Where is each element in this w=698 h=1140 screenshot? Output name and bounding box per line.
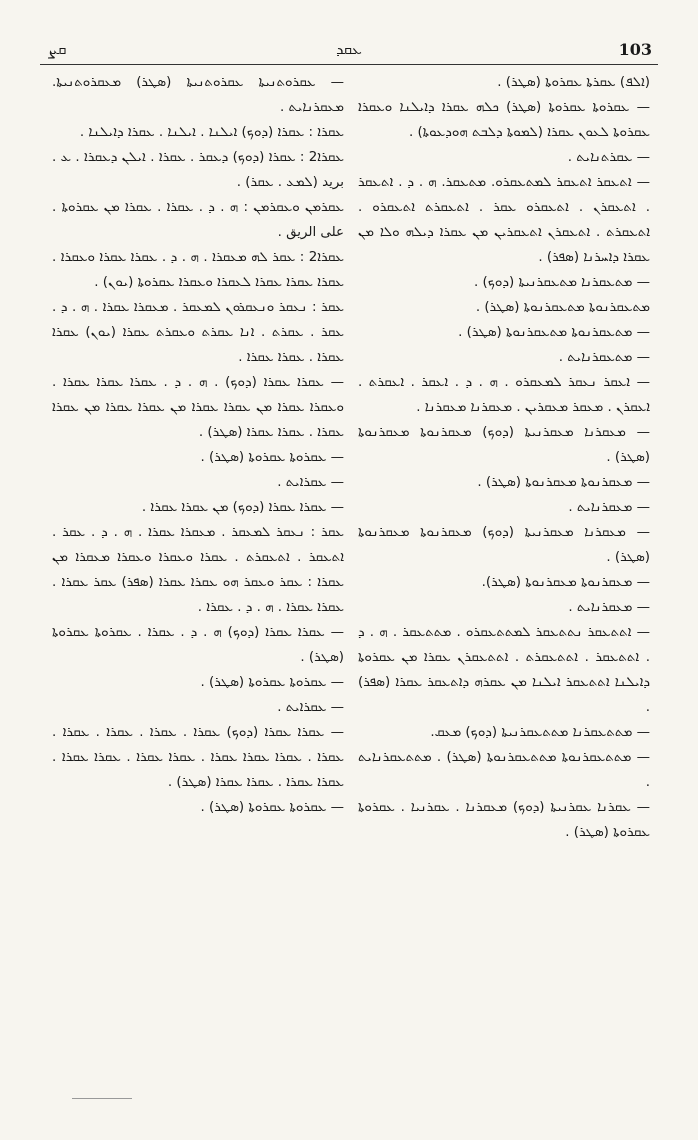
dictionary-entry: — ܥܩܪܐ ܥܩܪܐ (ܕܘܟ) ܗ . ܕ . ܥܩܪܐ . ܥܩܪܘܬܐ ܥܩܪܘܬܐ (ܣܛܪ) . — [52, 625, 344, 665]
dictionary-entry: — ܐܬܬܥܩܪ ܢܬܬܥܩܪ ܠܡܬܬܥܩܪܘ . ܡܬܬܥܩܪ . ܗ . ܕ . ܐܬܬܥܩܪ . ܐܬܬܥܩܪܬ . ܐܬܬܥܩܪܢ ܥܩܪܐ ܡܢ ܥܩܪܘܬܐ ܕܐܝܠܢܐ ܐܬܬܥܩܪ ܐܝܠܢܐ ܡܢ ܥܩܪܗ ܕܐܬܥܩܪ ܥܩܪܐ (ܣܦܪ) . — [358, 625, 650, 715]
right-column — [358, 70, 650, 845]
dictionary-entry: — ܐܬܥܩܪ ܐܬܥܩܪ ܠܡܬܥܩܪܘ. ܡܬܥܩܪ. ܗ . ܕ . ܐܬܥܩܪ . ܐܬܥܩܪܢ . ܐܬܥܩܪܘ ܥܩܪ . ܐܬܥܩܪܬ ܐܬܥܩܪܘ . ܐܬܥܩܪܬ . ܐܬܥܩܪܢ ܐܬܥܩܪܝܢ ܡܢ ܥܩܪܐ ܕܝܠܗ ܘܠܐ ܡܢ ܥܩܪܐ ܕܐܚܪܢܐ (ܣܦܪ) . — [358, 175, 650, 265]
dictionary-entry: ܥܩܪܐ2 : ܥܩܪ ܠܗ ܡܥܩܪܐ . ܗ . ܕ . ܥܩܪܐ ܥܩܪܐ ܘܥܩܪܐ . ܥܩܪܐ ܥܩܪܐ ܥܩܪܐ ܠܥܩܪܐ ܘܥܩܪܐ ܥܩܪܘܬܐ (ܝܘܢ) . — [52, 250, 344, 290]
dictionary-entry: — ܥܩܪܬܢܐܝܬ . — [567, 150, 650, 165]
dictionary-entry: — ܡܬܬܥܩܪܢܐ ܡܬܬܥܩܪܢܝܬܐ (ܕܘܟ) ܡܥܩ. — [430, 725, 650, 740]
dictionary-entry: — ܥܩܪܐ ܥܩܪܐ (ܕܘܟ) . ܗ . ܕ . ܥܩܪܐ ܥܩܪܐ ܥܩܪܐ . ܘܥܩܪܐ ܥܩܪܐ ܡܢ ܥܩܪܐ ܥܩܪܐ ܡܢ ܥܩܪܐ ܥܩܪܐ ܡܢ ܥܩܪܐ ܥܩܪܐ . ܥܩܪܐ ܥܩܪܐ (ܣܛܪ) . — [52, 375, 344, 440]
dictionary-entry: — ܥܩܪܐܝܬ . — [277, 700, 344, 715]
header-running-title: ܥܩܕ — [336, 40, 362, 58]
dictionary-entry: — ܥܩܪܐܝܬ . — [277, 475, 344, 490]
dictionary-entry: — ܥܩܪܘܬܐ ܥܩܪܘܬܐ (ܣܛܪ) . — [200, 450, 344, 465]
dictionary-entry: ܥܩܪܡܢ ܘܥܩܪܡܢ : ܗ . ܕ . ܥܩܪܐ . ܥܩܪܐ ܡܢ ܥܩܪܘܬܐ . على الريق . — [52, 200, 344, 240]
dictionary-entry: ܥܩܪ : ܢܥܩܪ ܠܡܥܩܪ . ܡܥܩܪܐ ܥܩܪܐ . ܗ . ܕ . ܥܩܪ . ܐܬܥܩܪ . ܐܬܥܩܪܬ . ܥܩܪܐ ܘܥܩܪܐ ܘܥܩܪܐ ܡܥܩܪܐ ܡܢ ܥܩܪܐ : ܥܩܪ ܘܥܩܪ ܗܘ ܥܩܪܐ ܥܩܪܐ (ܣܦܪ) ܥܩܪ ܥܩܪܐ . ܥܩܪܐ ܥܩܪܐ . ܗ . ܕ . ܥܩܪܐ . — [52, 525, 344, 615]
dictionary-entry: — ܥܩܪܐ ܥܩܪܐ (ܕܘܟ) ܡܢ ܥܩܪܐ ܥܩܪܐ . — [141, 500, 344, 515]
dictionary-entry: — ܥܩܪܐ ܥܩܪܐ (ܕܘܟ) ܥܩܪܐ . ܥܩܪܐ . ܥܩܪܐ . ܥܩܪܐ . ܥܩܪܐ . ܥܩܪܐ ܥܩܪܐ ܥܩܪܐ . ܥܩܪܐ ܥܩܪܐ . ܥܩܪܐ ܥܩܪܐ . ܥܩܪܐ ܥܩܪܐ . ܥܩܪܐ ܥܩܪܐ (ܣܛܪ) . — [52, 725, 344, 790]
dictionary-entry: ܥܩܪ : ܢܥܩܪ ܘܢܥܩܪܘܢ ܠܡܥܩܪ . ܡܥܩܪܐ ܥܩܪܐ . ܗ . ܕ . ܥܩܪ . ܥܩܪܬ . ܐܢܐ ܥܩܪܬ ܘܥܩܪܬ ܥܩܪܐ (ܝܘܢ) ܥܩܪܐ ܥܩܪܐ . ܥܩܪܐ ܥܩܪܐ . — [52, 300, 344, 365]
dictionary-entry: — ܡܬܥܩܪܢܐ ܡܬܥܩܪܢܝܬܐ (ܕܘܟ) . — [474, 275, 650, 290]
page-number: 103 — [618, 40, 652, 59]
dictionary-entry: — ܡܬܥܩܪܢܘܬܐ ܡܬܥܩܪܢܘܬܐ (ܣܛܪ) . — [458, 325, 650, 340]
dictionary-entry: — ܡܥܩܪܢܘܬܐ ܡܥܩܪܢܘܬܐ (ܣܛܪ) . — [477, 475, 650, 490]
dictionary-entry: — ܐܥܩܪ ܢܥܩܪ ܠܡܥܩܪܘ . ܗ . ܕ . ܐܥܩܪ . ܐܥܩܪܬ . ܐܥܩܪܢ . ܡܥܩܪ ܡܥܩܪܝܢ . ܡܥܩܪܢܐ ܡܥܩܪܢܐ . — [358, 375, 650, 415]
dictionary-entry: — ܥܩܪܢܐ ܥܩܪܢܝܬܐ (ܕܘܟ) ܡܥܩܪܢܐ . ܥܩܪܢܝܐ . ܥܩܪܘܬܐ ܥܩܪܘܬܐ (ܣܛܪ) . — [358, 800, 650, 840]
footer-mark — [72, 1098, 132, 1099]
page-header — [40, 32, 658, 66]
dictionary-entry: — ܡܥܩܪܢܘܬܐ ܡܥܩܪܢܘܬܐ (ܣܛܪ). — [481, 575, 650, 590]
dictionary-entry: — ܡܬܬܥܩܪܢܘܬܐ ܡܬܬܥܩܪܢܘܬܐ (ܣܛܪ) . ܡܬܬܥܩܪܢܐܝܬ . — [358, 750, 650, 790]
left-column — [52, 70, 344, 820]
header-left-page-letter: ܩܨ — [48, 40, 67, 58]
dictionary-entry: ܡܬܥܩܪܢܘܬܐ ܡܬܥܩܪܢܘܬܐ (ܣܛܪ) . — [475, 300, 650, 315]
dictionary-entry: ܥܩܪܐ : ܥܩܪܐ (ܕܘܟ) ܐܝܠܢܐ . ܐܝܠܢܐ . ܥܩܪܐ ܕܐܝܠܢܐ . — [79, 125, 344, 140]
header-rule — [40, 64, 658, 65]
dictionary-entry: — ܥܩܪܘܬܐ ܥܩܪܘܬܐ (ܣܛܪ) ܟܠܗ ܥܩܪܐ ܕܐܝܠܢܐ ܘܥܩܪܐ ܥܩܪܘܬܐ ܠܥܘܢ ܥܩܪܐ (ܠܡܘܬܐ ܕܠܒܬ ܗܘܕܥܘܬܐ) . — [358, 100, 650, 140]
dictionary-entry: — ܡܥܩܪܢܐ ܡܥܩܪܢܝܬܐ (ܕܘܟ) ܡܥܩܪܢܘܬܐ ܡܥܩܪܢܘܬܐ (ܣܛܪ) . — [358, 525, 650, 565]
dictionary-entry: (ܐܠܦ) ܥܩܪܬܐ ܥܩܪܘܬܐ (ܣܛܪ) . — [497, 75, 650, 90]
dictionary-entry: — ܡܥܩܪܢܐܝܬ . — [568, 500, 650, 515]
dictionary-entry: — ܡܥܩܪܢܐܝܬ . — [568, 600, 650, 615]
dictionary-entry: — ܥܩܪܘܬܐ ܥܩܪܘܬܐ (ܣܛܪ) . — [200, 800, 344, 815]
dictionary-entry: — ܥܩܪܘܬܐ ܥܩܪܘܬܐ (ܣܛܪ) . — [200, 675, 344, 690]
dictionary-entry: — ܡܬܥܩܪܢܐܝܬ . — [558, 350, 650, 365]
dictionary-entry: ܥܩܪܐ2 : ܥܩܪܐ (ܕܘܟ) ܕܥܩܪ . ܥܩܪܐ . ܐܝܠܢ ܕܥܩܪܐ . ܥ . بريد (ܠܡܥ . ܥܩܪ) . — [52, 150, 344, 190]
dictionary-entry: — ܡܥܩܪܢܐ ܡܥܩܪܢܝܬܐ (ܕܘܟ) ܡܥܩܪܢܘܬܐ ܡܥܩܪܢܘܬܐ (ܣܛܪ) . — [358, 425, 650, 465]
dictionary-entry: — ܥܩܪܘܬܢܝܬܐ ܥܩܪܘܬܢܝܬܐ (ܣܛܪ) ܡܥܩܪܘܬܢܝܬܐ. ܡܥܩܪܢܐܝܬ . — [52, 75, 344, 115]
